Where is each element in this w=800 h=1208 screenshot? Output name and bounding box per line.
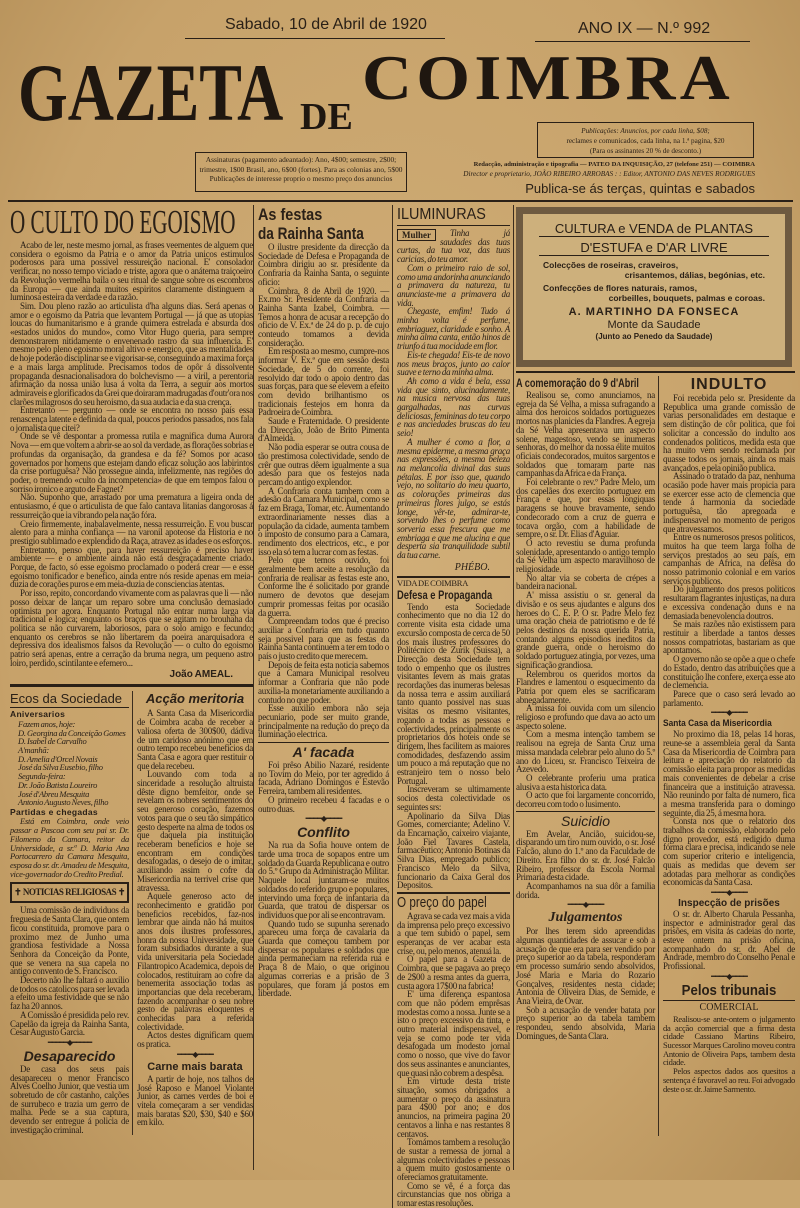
birthday-line: D. Amelia d'Orcel Novais — [18, 753, 98, 764]
paragraph: O sr. dr. Alberto Charula Pessanha, inspector e administrador geral das prisões, em visita ás cadeias do norte, esteve ontem na prisão oficina, acompanhado do sr. dr. Abel de Andrade, membro do Conselho Penal e Profissional. — [663, 908, 795, 972]
paragraph: Pelo que temos ouvido, foi geralmente bem aceite a resolução da confraria de realisar as festas este ano, Conforme lhe é solicitado por grande numero de devotos que desejam cumprir promessas feitas por ocasião da guerra. — [258, 555, 389, 618]
subscriptions-box: Assinaturas (pagamento adeantado): Ano, 4$00; semestre, 2$00; trimestre, 1$00 Brasil, ano, 6$00 (fortes). Para as colonias ano, 5$00 Publicações de interesse proprio o mesmo preço dos anuncios — [195, 152, 407, 192]
article-title: Desaparecido — [23, 1047, 116, 1064]
publications-line: Publicações: Anuncios, por cada linha, $08; — [581, 127, 710, 135]
paragraph: Do julgamento dos presos politicos resultaram flagrantes injustiças, na dura e excessiva condenação duns e na demasiada benevolencia doutros. — [663, 584, 795, 621]
paragraph: O papel para a Gazeta de Coimbra, que se pagava ao preço de 2$00 a resma antes da guerra, custa agora 17$00 na fabrica! — [397, 954, 510, 991]
article-title: O preço do papel — [397, 893, 487, 911]
article-culto-do-egoismo — [10, 205, 253, 681]
ad-line: corbeilles, bouquets, palmas e coroas. — [608, 293, 765, 303]
paragraph: Apolinario da Silva Dias Gomes, comerciante; Adelino V. da Encarnação, caixeiro viajante, João Fiel Tavares Castela, farmacêutico; Antonio Botinas da Silva Dias, empregado publico; Francisco Melo da Silva, funcionario da Caixa Geral dos Depositos. — [397, 810, 510, 891]
birthday-line: Segunda-feira: — [18, 771, 66, 782]
ad-line: crisantemos, dálias, begónias, etc. — [624, 270, 765, 280]
paragraph: Uma comissão de individuos da freguesia de Santa Clara, que ontem ficou constituida, promove para o proximo mez de Junho uma grandiosa festividade a Nossa Senhora da Conceição da Ponte, que se venera na sua capela no antigo convento de S. Francisco. — [10, 905, 129, 977]
ad-line: A. MARTINHO DA FONSECA — [568, 306, 740, 318]
paragraph: Realisou-se ante-ontem o julgamento da acção comercial que a firma desta cidade Cassiano Martins Ribeiro, Sucessor Marques Carolino moveu contra Antonio de Oliveira Paps, tambem desta cidade. — [663, 1013, 795, 1068]
paragraph: Entre os numerosos presos politicos, muitos ha que teem larga folha de serviços prestados ao seu país, em campanhas de Africa, na defêsa do nosso patrimonio colonial e em varios serviços publicos. — [663, 532, 795, 586]
paragraph: Em virtude desta triste situação, somos obrigados a aumentar o preço da assinatura para 4$00 por ano; e dos anuncios, na primeira pagina 20 centavos a linha e nas restantes 8 centavos. — [397, 1076, 510, 1139]
director-line: Director e proprietario, JOÃO RIBEIRO ARROBAS : : Editor, ANTONIO DAS NEVES RODRIGUES — [463, 170, 755, 178]
paragraph: Coimbra, 8 de Abril de 1920. — Ex.mo Sr. Presidente da Confraria da Rainha Santa Izabel, Coimbra. — Temos a honra de acusar a recepção do oficio de V. Ex.ª de 24 do p. p. de cujo conteudo tomamos a devida consideração. — [258, 285, 389, 348]
issue-date: Sabado, 10 de Abril de 1920 — [225, 16, 427, 33]
column-festas — [253, 205, 392, 1170]
section-title: ILUMINURAS — [397, 206, 486, 223]
ad-line: CULTURA e VENDA de PLANTAS — [539, 221, 769, 237]
paragraph: Com a mesma intenção tambem se realisou na egreja de Santa Cruz uma missa mandada celebrar pelo aluno do 5.º ano do Liceu, sr. Francisco Teixeira de Azevedo. — [516, 729, 655, 775]
section-rule — [10, 684, 253, 687]
birthday-line: A'manhã: — [18, 745, 49, 756]
section-label: VIDA DE COIMBRA — [397, 576, 510, 588]
paragraph: O governo não se opõe a que o chefe do Estado, dentro das atribuições que a constituição lhe confere, exerça esse ato de clemencia. — [663, 654, 795, 691]
issue-number: ANO IX — N.º 992 — [578, 20, 711, 37]
publications-line: reclames e comunicados, cada linha, na 1.ª pagina, $20 — [566, 137, 725, 145]
ad-line: D'ESTUFA e D'AR LIVRE — [539, 240, 769, 256]
ornament-divider: ━━━━◆━━━━ — [177, 1049, 213, 1059]
logo-gazeta: GAZETA — [18, 47, 284, 138]
paragraph: Não podia esperar se outra cousa de tão prestimosa colectividade, sendo de crêr que outras dêem igualmente a sua adesão para que os festejos nada percam do antigo explendor. — [258, 442, 389, 487]
column-comemoracao — [516, 376, 658, 1041]
birthday-line: Dr. João Batista Loureiro — [18, 779, 98, 790]
publications-line: (Para os assinantes 20 % de desconto.) — [589, 147, 702, 155]
article-signature: João AMEAL. — [169, 669, 233, 681]
paragraph: Louvando com toda a sinceridade a resolução altruista dêste digno bemfeitor, onde se revelam os nobres sentimentos do seu generoso coração, fazemos votos para que o seu tão simpático gesto desperte na alma de todos os que daquela pia instituição receberam beneficios e hoje se encontram em condições desafogadas, o desejo de o imitar, auxiliando assim o cofre da Misericordia na terrivel crise que atravessa. — [137, 769, 253, 893]
paragraph: Ah como a vida é bela, essa vida que sinto, alucinadamente, na musica nervosa das tuas gargalhadas, nas curvas deliciosas, femininas do teu corpo e nas anciedades bruscas do teu seio! — [397, 375, 510, 439]
logo-de: DE — [300, 96, 353, 138]
label-badge: Mulher — [397, 229, 436, 241]
ad-line: Monte da Saudade — [607, 319, 701, 331]
paragraph: A' missa assistiu o sr. general da divisão e os seus ajudantes e alguns dos heroes do C. E. P. O sr. Padre Melo fez uma oração cheia de patriotismo e de fé pelos destinos da nossa querida Patria, contando alguns episodios ineditos da grande guerra, onde o heroismo do soldado portuguez atingia, por vezes, uma significação grandiosa. — [516, 590, 655, 670]
paragraph: Por isso, repito, concordando vivamente com as palavras que li — não posso deixar de lançar um reparo sobre uma conclusão demasiado optimista por agora. Enquanto Portugal não entrar numa larga via tradicional e logica; enquanto os braços que se agitam no brouhaha da politica se não curvarem, laboriosos, para o solo amigo e fecundo; enquanto os cerebros se não libertarem da poeira anarquisadora e depressiva dos idealismos falsos da Revolução — o culto do egoismo patrio será apenas, entre a cerração da bruma negra, um pequeno astro loiro, perdido, scintilante e efemero... — [10, 588, 253, 668]
religious-news-banner: ✝ NOTICIAS RELIGIOSAS ✝ — [10, 882, 129, 903]
paragraph: Pelos aspectos dados aos quesitos a sentença é favoravel ao reu. Foi advogado deste o sr. dr. Jaime Sarmento. — [663, 1066, 795, 1094]
paragraph: E' uma diferença espantosa com que não pódem emprêsas modestas como a nossa. Junte se a isto o preço excessivo da tinta, e outro material indispensavel, e veja se como pode ter vida desafogada um modesto jornal como o nosso, que vive do favor dos seus assinantes e anunciantes, que quasi não cobrem a despêsa. — [397, 989, 510, 1078]
paragraph: Foi celebrante o rev.º Padre Melo, um dos capelães dos exercito portuguez em França e que, por essas longiquas paragens se houve bravamente, sendo condecorado com a cruz de guerra e tocava orgão, com a habilidade de sempre, o sr. Dr. Elias d'Aguiar. — [516, 477, 655, 540]
paragraph: Esse auxilio embora não seja pecuniario, pode ser muito grande, principalmente na redução do preço da iluminação electrica. — [258, 703, 389, 740]
paragraph: O celebrante proferiu uma pratica alusiva a esta historica data. — [516, 772, 655, 792]
paragraph: Não. Suponho que, arrastado por uma prematura a ligeira onda de entusiasmo, é que o articulista de que falo cantava litanias dangorosas á ressurreição que ia vibrando pela nação fóra. — [10, 492, 253, 520]
title-line: da Rainha Santa — [258, 224, 364, 243]
paragraph: O primeiro recebeu 4 facadas e o outro duas. — [258, 794, 389, 814]
ad-line: Colecções de roseiras, craveiros, — [543, 260, 679, 270]
paragraph: Chegaste, emfim! Tudo á minha volta é perfume, embriaguez, claridade e sonho. A minha alma canta, então hinos de triunfo á tua mocidade em flor. — [397, 306, 510, 352]
paragraph: Agrava se cada vez mais a vida da imprensa pelo preço excessivo a que tem subido o papel, sem esperanças de ver acabar esta crise, ou, pelo menos, atenuá la. — [397, 910, 510, 956]
paragraph: Foi prêso Abilio Nazaré, residente no Tovim do Meio, por ter agredido á facada, Adriano Domingos e Estevão Ferreira, tambem ali residentes. — [258, 760, 389, 797]
paragraph: Se mais razões não existissem para restituir a liberdade a tantos desses nossos compatriotas, bastariam as que apontamos. — [663, 619, 795, 656]
paragraph: Aquele generoso acto de reconhecimento e gratidão por beneficios recebidos, faz-nos lembrar que ainda não há muitos anos dois ilustres professores, honra da nossa Universidade, que foram subsidiados durante a sua vida universitaria pela Sociedade Filantropico Academica, depois de colocados, restituiram ao cofre da benemerita associação todas as importancias que dela receberam, fazendo acompanhar o seu nobre gesto de palavras eloquentes e conhecidas para a referida colectividade. — [137, 891, 253, 1032]
paragraph: Tomámos tambem a resolução de sustar a remessa de jornal a algumas colectividades e pessoas a quem muito gostosamente o oferecíamos gratuitamente. — [397, 1137, 510, 1183]
paragraph: Consta nos que o relatorio dos trabalhos da comissão, elaborado pelo digno provedor, está redigido duma fórma clara e precisa, indicando se nele com superior criterio e inteligencia, quais as medidas que devem ser adotadas para melhorar as condições economicas da Santa Casa. — [663, 816, 795, 888]
address-line: Redacção, administração e tipografia — PATEO DA INQUISIÇÃO, 27 (telefone 251) — COIMBRA — [473, 161, 755, 168]
ornament-divider: ━━━━◆━━━━ — [711, 708, 747, 718]
paragraph: Em resposta ao mesmo, cumpre-nos informar V. Ex.ª que em sessão desta Sociedade, de 5 do corrente, foi resolvido dar todo o apoio dentro das suas forças, para que se elevem a efeito com devido brilhantismo os tradicionais festejos em honra da Padroeira de Coimbra. — [258, 346, 389, 418]
paragraph: Creio firmemente, inabalavelmente, nessa ressurreição. E vou buscar alento para a minha confiança — na varonil apoteose da Historia e no prestigio sublimado e explendido da Raça, atravez as idades e os esforços. — [10, 518, 253, 546]
paragraph: A Confraria conta tambem com a adesão da Camara Municipal, como se faz em Braga, Tomar, etc. Aumentando extraordinariamente nesses dias a população da cidade, aumenta tambem o imposto de consumo para a Camara, rendimento dos electricos, etc., e por isso ela só tem a lucrar com as festas. — [258, 485, 389, 557]
left-region — [10, 205, 253, 1135]
flower-shop-advertisement — [516, 207, 792, 367]
article-title: Conflito — [297, 824, 350, 841]
article-title: Acção meritoria — [145, 691, 245, 707]
paragraph: Como se vê, é a força das circunstancias que nos obriga a tomar estas resoluções. — [397, 1180, 510, 1208]
paragraph: Com o primeiro raio de sol, como uma andorinha anunciando a primavera da natureza, tu anunciaste-me a primavera da vida. — [397, 262, 510, 308]
subsection-title: Partidas e chegadas — [10, 806, 98, 817]
article-title: INDULTO — [690, 376, 768, 393]
paragraph: O acto revestiu se duma profunda solenidade, apresentando o antigo templo da Sé Velha um aspecto maravilhoso de religiosidade. — [516, 537, 655, 575]
article-title: Carne mais barata — [147, 1060, 243, 1073]
subsection-title: Aniversarios — [10, 709, 66, 720]
paragraph: Parece que o caso será levado ao parlamento. — [663, 688, 795, 708]
paragraph: A Santa Casa da Misericordia de Coimbra acaba de receber a valiosa oferta de 300$00, dádiva de um caridoso anónimo que em outro tempo recebeu beneficios da Santa Casa e agora quer restituir o que dela recebeu. — [137, 708, 253, 771]
logo-coimbra: COIMBRA — [362, 42, 734, 113]
paragraph: Quando tudo se supunha serenado apareceu uma força de cavalaria da Guarda que começou tambem por dispersar os populares e soldados que ainda permaneciam na referida rua e Praça 8 de Maio, o que originou algumas correrias e a prisão de 3 populares, que foram já postos em liberdade. — [258, 918, 389, 999]
column-indulto — [658, 376, 795, 1136]
paragraph: A mulher é como a flor, a mesma epiderme, a mesma graça nas expressões, a mesma beleza na melancolia divinal das suas pétalas. E por isso que, quando vejo, no solitario do meu quarto, as colorações primeiras das primeiras flores julgo, se estás longe, vêr-te, admirar-te, sorvendo lhes o perfume como sorveria essa frescura que me embriaga e que me alucina e que desperta sia tranquilidade subtil da tua carne. — [397, 436, 510, 561]
article-signature: PHÉBO. — [454, 561, 490, 573]
publication-schedule: Publica-se ás terças, quintas e sabados — [525, 181, 755, 196]
paragraph: Saude e Fraternidade. O presidente da Direcção, João de Brito Pimenta d'Almeida. — [258, 416, 389, 444]
article-title: Suicidio — [560, 812, 611, 829]
paragraph: Está em Coimbra, onde veio passar a Pascoa com seu pai sr. Dr. Filomeno da Camara, reitor da Universidade, a sr.ª D. Maria Ana Portocarrero da Camara Mesquita, esposa do sr. dr. Amadeu de Mesquita, vice-governador do Credito Predial. — [10, 816, 129, 879]
birthday-line: Fazem anos, hoje: — [18, 718, 76, 729]
paragraph: Acompanhamos na sua dôr a familia dorida. — [516, 880, 655, 900]
ornament-divider: ━━━━◆━━━━ — [567, 900, 604, 910]
paragraph: Tinha já saudades das tuas curtas, da tua voz, das tuas caricias, do teu amor. — [397, 228, 510, 265]
paragraph: Sim. Dou pleno razão ao articulista d'ha alguns dias. Será apenas o amor e o egoismo da Patria que levantem Portugal — já que as utopias loucas do humanitarismo e a grande quimera estrelada e absurda dos «estados unidos do mundo», como Vitor Hugo queria, para sempre demonstrarem nitidamente o envenenado rastro da sua influencia. E' mesmo pelo pleno egoismo moral altivo e energico, que as mentalidades de hoje poderão disciplinar se e vigorisar-se, conseguindo a maxima força e a mais larga amplitude. Precisamos todos de opôr á dissolvente propaganda desnacionalisadora do bolchevismo — a viril, a perentoria afirmação da nossa união lusa á volta da Terra, a seguir aos mortos admiraveis e glorificados da Grei que doiraram madrugadas d'outr'ora nos clarões milagrosos do seu heroismo, da sua audacia e da sua crença. — [10, 300, 254, 407]
paragraph: Depois de feita esta noticia sabemos que a Camara Municipal resolveu informar a Confraria que não pode auxilia-la monetariamente auxiliando a contudo no que poder. — [258, 659, 389, 705]
article-title: A comemoração do 9 d'Abril — [516, 376, 639, 390]
ad-line: (Junto ao Penedo da Saudade) — [595, 332, 713, 341]
publications-box — [537, 122, 754, 158]
paragraph: Sob a acusação de vender batata por preço superior ao da tabela tambem respondeu, sendo absolvida, Maria Domingues, de Santa Clara. — [516, 1004, 655, 1041]
paragraph: A missa foi ouvida com um silencio religioso e profundo que dava ao acto um aspecto solene. — [516, 703, 655, 731]
paragraph: Actos destes dignificam quem os pratica. — [137, 1030, 253, 1050]
birthday-line: D. Georgina da Conceição Gomes — [18, 727, 126, 738]
paragraph: A partir de hoje, nos talhos de José Raposo e Manoel Violante Junior, as carnes verdes de boi e vitela começaram a ser vendidas mais baratas $20, $30, $40 e $60 em kilo. — [137, 1073, 253, 1128]
right-region — [513, 205, 795, 1170]
paragraph: O acto que foi largamente concorrido, decorreu com todo o lusimento. — [516, 790, 655, 810]
birthday-line: José da Silva Eusebio, filho — [18, 762, 103, 773]
paragraph: Onde se vê despontar a promessa rutila e magnifica duma Aurora Nova — em que voltem a abrir-se ao sol da verdade, as florações sobrias e profundas da organisação, da grandesa e da fé? Somos por acaso governados por homens que estejam dando eficaz solução aos labirintos da crise portuguêsa? Não prossegue ainda, infelizmente, nas regiões do poder, o tremendo «culto da incompetencia» de que em tempos falou o sorriso ironico e arguto de Fagnet? — [10, 431, 253, 494]
paragraph: No proximo dia 18, pelas 14 horas, reune-se a assembleia geral da Santa Casa da Misericordia de Coimbra para leitura e apreciação do relatorio da comissão eleita para propor as medidas mais convenientes de debelar a crise financeira que a instituição atravessa. Não reunindo por falta de numero, fica a mesma transferida para o domingo seguinte, dia 25, á mesma hora. — [663, 729, 795, 818]
article-title: Pelos tribunais — [681, 981, 777, 999]
ornament-divider: ━━━━◆━━━━ — [711, 887, 747, 897]
article-title: O CULTO DO EGOISMO — [10, 204, 236, 241]
paragraph: Tendo esta Sociedade conhecimento que no dia 12 do corrente visita esta cidade uma excursão composta de cerca de 50 dos mais ilustres professores do Politécnico de Zurik (Suissa), a Direcção desta Sociedade tem todo o empenho que os ilustres visitantes levem as mais gratas recordações das inumeras belesas da nossa terra e assim auxiliará tanto quanto possivel nas suas visitas os mesmo visitantes, rogando a todas as pessoas e colectividades, principalmente os proprietarios dos hoteis onde se dirigem, lhes facilitem as maiores comodidades, desfazendo assim um pouco a má reputação que no estranjeiro tem o nosso belo Portugal. — [397, 601, 510, 786]
ornament-divider: ━━━━◆━━━━ — [711, 971, 747, 981]
title-line: As festas — [258, 205, 323, 224]
paragraph: Relembrou os queridos mortos da Flandres e lamentou o esquecimento da Patria por quem eles se sacrificaram abnegadamente. — [516, 668, 655, 705]
paragraph: Por lhes terem sido apreendidas algumas quantidades de assucar e sob a acusação de que era para ser vendido por preço superior ao da tabela, responderam em processo sumário sendo absolvidos, José Maria e Maria do Rozario Gonçalves, residentes nesta cidade; Antonia de Oliveira Dias, de Semide, e Ana Vieira, de Ovar. — [516, 926, 655, 1006]
birthday-line: Antonio Augusto Neves, filho — [18, 797, 109, 808]
paragraph: Compreendam todos que é preciso auxiliar a Confraria em tudo quanto seja possivel para que as festas da Rainha Santa continuem a ter em todo o país o justo credito que merecem. — [258, 616, 389, 662]
article-title: Santa Casa da Misericordia — [663, 718, 772, 730]
paragraph: Na rua da Sofia houve ontem de tarde uma troca de sopapos entre um soldado da Guarda Republicana e outro do 5.º Grupo da Administração Militar. Naquele local juntaram-se muitos soldados do referido grupo e populares, intervindo uma força de infantaria da Guarda, que tratou de dispersar os individuos que por ali se encontravam. — [258, 840, 389, 920]
section-title: Ecos da Sociedade — [10, 691, 129, 708]
masthead-rule — [8, 200, 793, 202]
ornament-divider: ━━━━◆━━━━ — [305, 814, 342, 824]
article-title: Inspecção de prisões — [678, 897, 780, 909]
section-rule — [516, 371, 795, 373]
column-iluminuras — [392, 205, 513, 1208]
article-title — [258, 205, 389, 243]
paragraph: Eis-te chegada! Eis-te de novo nos meus braços, junto ao calor suave e terno da minha alma. — [397, 349, 510, 378]
article-title: A' facada — [292, 744, 355, 761]
paragraph: No altar via se coberta de crépes a bandeira nacional. — [516, 572, 655, 592]
paragraph: Decerto não lhe faltará o auxilio de todos os catolicos para ser levada a efeito uma festividade que se não faz ha 20 annos. — [10, 975, 129, 1012]
paragraph: Realisou se, como anunciamos, na egreja da Sé Velha, a missa sufragando a alma dos heroicos soldados portuguezes mortos nas planicies da Flandres. A egreja da Sé Velha apresentava um aspecto solene, magestoso, vendo se inumeras senhoras, do melhor da nossa élite muitos oficiais condecorados, muitos sargentos e soldados que tomaram parte nas campanhas da Africa e da França. — [516, 390, 655, 479]
paragraph: Assinado o tratado da paz, nenhuma ocasião pode haver mais propicia para se exercer esse acto de clemencia que tende á harmonia da sociedade portuguêsa, tão apregoada e indispensavel no momento de perigos que atravessamos. — [663, 471, 795, 534]
paragraph: Em Avelar, Ancião, suicidou-se, disparando um tiro num ouvido, o sr. José Falcão, aluno do 1.º ano da Faculdade de Direito. Era filho do sr. dr. José Falcão Ribeiro, professor da Escola Normal Primaria desta cidade. — [516, 828, 655, 883]
ornament-divider: ━━━━━◆━━━━━ — [47, 1037, 92, 1047]
birthday-line: José d'Abreu Mesquita — [18, 788, 90, 799]
paragraph: De casa dos seus pais desapareceu o menor Francisco Alves Coelho Junior, que vestia um sobretudo de côr castanho, calções de surrubeco e trazia um gerro de malha. Pede se a sua captura, devendo ser entregue á policia de investigação criminal. — [10, 1063, 129, 1135]
birthday-line: D. Isabel de Carvalho — [18, 736, 87, 747]
column-accao — [133, 691, 253, 1127]
paragraph: Acabo de ler, neste mesmo jornal, as frases veementes de alguem que considera o egoismo da Patria e o amor da Patria unicos estimulos poderosos para uma possivel ressureição nacional. E' consolador verificar, no nosso tempo viciado e triste, agora que o anátema traiçoeiro da Revolução vermelha baila o seu ritual de sangue sobre os escombros da Europa — que ainda muitos espiritos claramente distinguem a luminosa esteira da verdade e da razão. — [10, 240, 253, 303]
paragraph: A Comissão é presidida pelo rev. Capelão da igreja da Rainha Santa, Cesar Augusto Garcia. — [10, 1009, 129, 1038]
paragraph: Entretanto — pergunto — onde se encontra no nosso país essa renascença latente e definida da qual, poucos periodos passados, nos fala o jornalista que citei? — [10, 405, 253, 433]
column-society — [10, 691, 133, 1134]
article-subtitle: COMERCIAL — [699, 1001, 759, 1013]
ad-line: Confecções de flores naturais, ramos, — [543, 283, 697, 293]
paragraph: O ilustre presidente da direcção da Sociedade de Defesa e Propaganda de Coimbra dirigiu ao sr. presidente da Confraria da Rainha Santa, o seguinte oficio: — [258, 242, 389, 287]
paragraph: Foi recebida pelo sr. Presidente da Republica uma grande comissão de varias personalidades em destaque e sem distinção de côr politica, que foi solicitar a concessão do indulto aos condenados politicos, medida esta que ha muito vem sendo reclamada por quasse todos os jornais, ainda os mais avançados, e pela opinião publica. — [663, 393, 795, 473]
paragraph: Entretanto, penso que, para haver ressurreição é preciso haver ambiente — e o ambiente ainda não está desgraçadamente criado. Porque, de facto, só esse egoismo proclamado o poderá crear — e esse egoismo tonificador e benefico, ainda entre nós reside apenas em meia-duzia de corações puros e em meia-duzia de consciencias atentas. — [10, 544, 253, 590]
paragraph: Inscreveram se ultimamente socios desta colectividade os seguintes srs: — [397, 784, 510, 812]
article-title: Defesa e Propaganda — [397, 587, 493, 602]
divider — [258, 742, 389, 743]
article-title: Julgamentos — [548, 910, 623, 926]
